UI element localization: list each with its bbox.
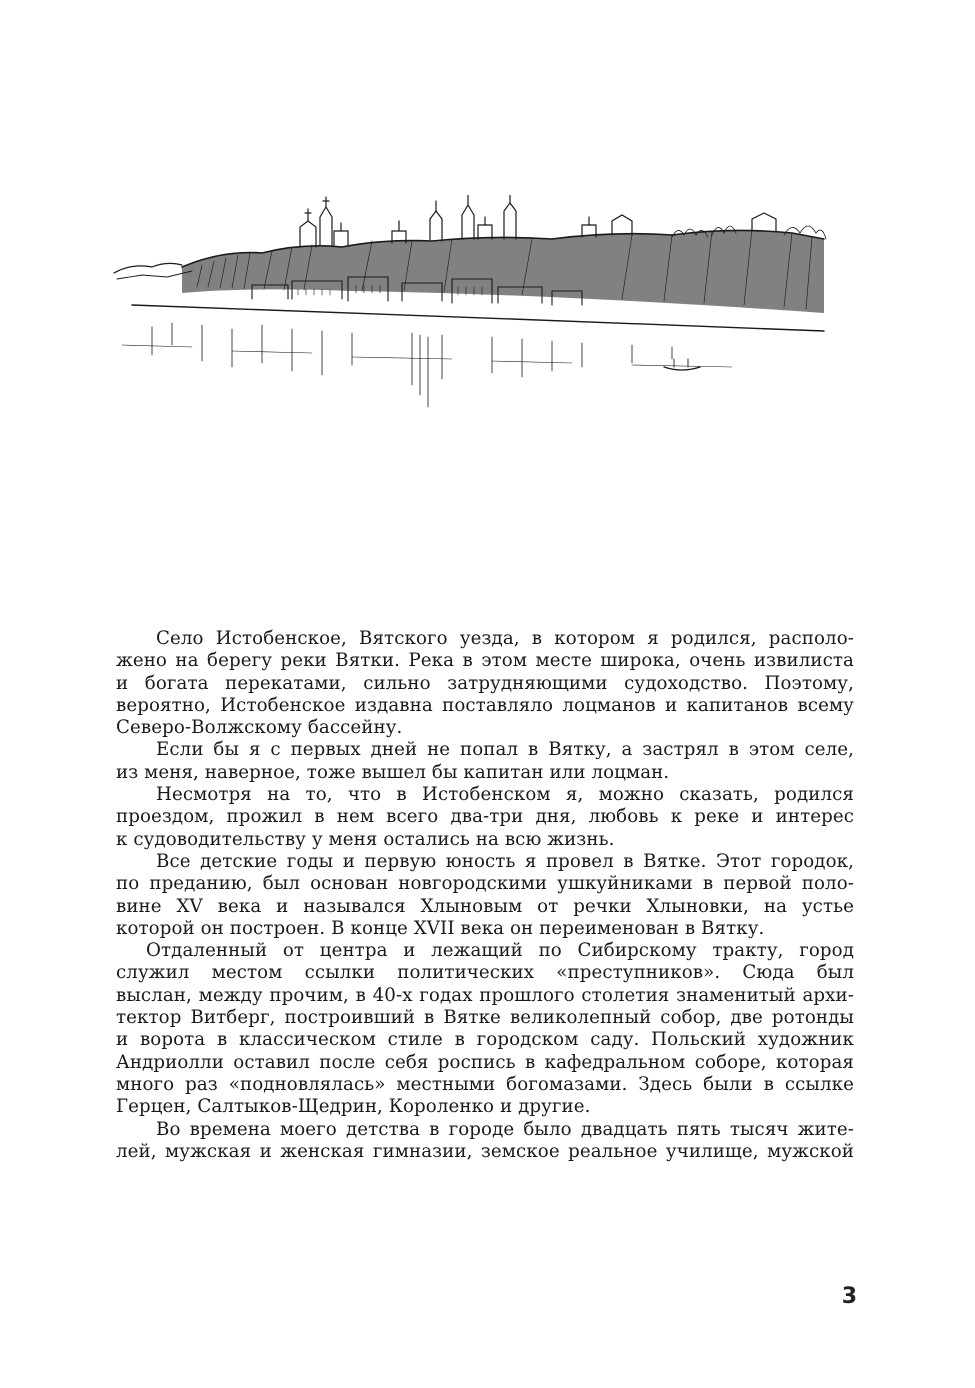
text-line: Отдаленный от центра и лежащий по Сибирскому тракту, город [146,940,854,962]
river-town-panorama-icon [112,195,837,415]
text-line: по преданию, был основан новгородскими ушкуйниками в первой поло- [116,873,854,895]
paragraph [116,784,854,851]
text-line: и богата перекатами, сильно затрудняющими судоходство. Поэтому, [116,672,854,694]
paragraph [116,851,854,940]
text-line: вероятно, Истобенское издавна поставляло лоцманов и капитанов всему [116,694,854,716]
text-line: которой он построен. В конце XVII века он переименован в Вятку. [116,917,765,939]
text-line: и ворота в классическом стиле в городском саду. Польский художник [116,1029,854,1051]
text-line: из меня, наверное, тоже вышел бы капитан или лоцман. [116,761,670,783]
text-line: Герцен, Салтыков-Щедрин, Короленко и другие. [116,1096,591,1118]
text-line: вине XV века и назывался Хлыновым от речки Хлыновки, на устье [116,895,854,917]
paragraph [116,739,854,784]
paragraph [116,940,854,1118]
text-line: Несмотря на то, что в Истобенском я, можно сказать, родился [156,784,854,806]
text-line: жено на берегу реки Вятки. Река в этом месте широка, очень извилиста [116,650,854,672]
text-line: служил местом ссылки политических «преступников». Сюда был [116,962,854,984]
text-line: Андриолли оставил после себя роспись в кафедральном соборе, которая [116,1051,854,1073]
paragraph [116,628,854,739]
text-line: Северо-Волжскому бассейну. [116,717,403,739]
text-line: Село Истобенское, Вятского уезда, в котором я родился, располо- [156,628,854,649]
text-line: выслан, между прочим, в 40-х годах прошлого столетия знаменитый архи- [116,984,854,1006]
text-line: Все детские годы и первую юность я провел в Вятке. Этот городок, [156,850,854,872]
body-text [116,628,854,1163]
text-line: к судоводительству у меня остались на всю жизнь. [116,828,615,850]
text-line: тектор Витберг, построивший в Вятке великолепный собор, две ротонды [116,1007,854,1029]
text-line: Во времена моего детства в городе было двадцать пять тысяч жите- [156,1118,854,1140]
page-number: 3 [841,1284,857,1309]
text-line: проездом, прожил в нем всего два-три дня, любовь к реке и интерес [116,806,854,828]
text-line: лей, мужская и женская гимназии, земское реальное училище, мужской [116,1140,854,1162]
panorama-drawing [112,195,837,415]
paragraph [116,1119,854,1164]
text-line: Если бы я с первых дней не попал в Вятку, а застрял в этом селе, [156,739,854,761]
text-line: много раз «подновлялась» местными богомазами. Здесь были в ссылке [116,1073,854,1095]
